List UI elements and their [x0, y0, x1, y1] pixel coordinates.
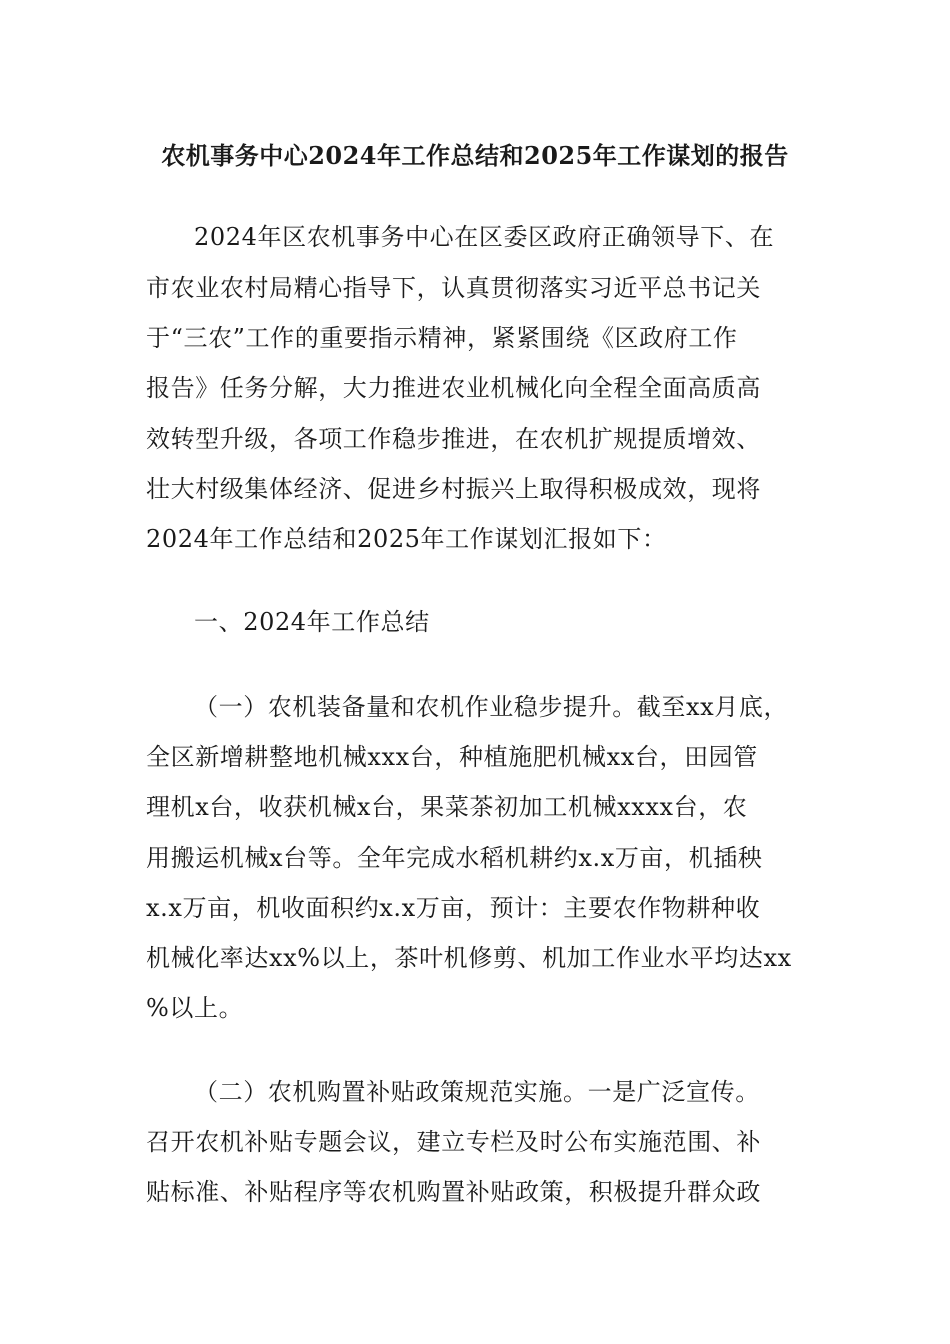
paragraph-line: %以上。	[146, 994, 244, 1022]
paragraph-line: 效转型升级，各项工作稳步推进，在农机扩规提质增效、	[146, 425, 761, 453]
paragraph-line: 用搬运机械x台等。全年完成水稻机耕约x.x万亩，机插秧	[146, 844, 763, 872]
paragraph-line: （二）农机购置补贴政策规范实施。一是广泛宣传。	[194, 1078, 760, 1106]
paragraph-line: 理机x台，收获机械x台，果菜茶初加工机械xxxx台，农	[146, 793, 748, 821]
paragraph-line: 2024年区农机事务中心在区委区政府正确领导下、在	[194, 223, 775, 251]
paragraph-line: 于“三农”工作的重要指示精神，紧紧围绕《区政府工作	[146, 324, 738, 352]
paragraph-line: 市农业农村局精心指导下，认真贯彻落实习近平总书记关	[146, 274, 761, 302]
document-title: 农机事务中心2024年工作总结和2025年工作谋划的报告	[161, 141, 789, 170]
paragraph-line: x.x万亩，机收面积约x.x万亩，预计：主要农作物耕种收	[146, 894, 761, 922]
paragraph-line: （一）农机装备量和农机作业稳步提升。截至xx月底，	[194, 693, 789, 721]
paragraph-line: 2024年工作总结和2025年工作谋划汇报如下：	[146, 525, 667, 553]
paragraph-line: 机械化率达xx%以上，茶叶机修剪、机加工作业水平均达xx	[146, 944, 792, 972]
paragraph-line: 壮大村级集体经济、促进乡村振兴上取得积极成效，现将	[146, 475, 761, 503]
section-heading: 一、2024年工作总结	[194, 608, 430, 636]
paragraph-line: 报告》任务分解，大力推进农业机械化向全程全面高质高	[146, 374, 761, 402]
paragraph-line: 召开农机补贴专题会议，建立专栏及时公布实施范围、补	[146, 1128, 761, 1156]
paragraph-line: 贴标准、补贴程序等农机购置补贴政策，积极提升群众政	[146, 1178, 761, 1206]
paragraph-line: 全区新增耕整地机械xxx台，种植施肥机械xx台，田园管	[146, 743, 758, 771]
